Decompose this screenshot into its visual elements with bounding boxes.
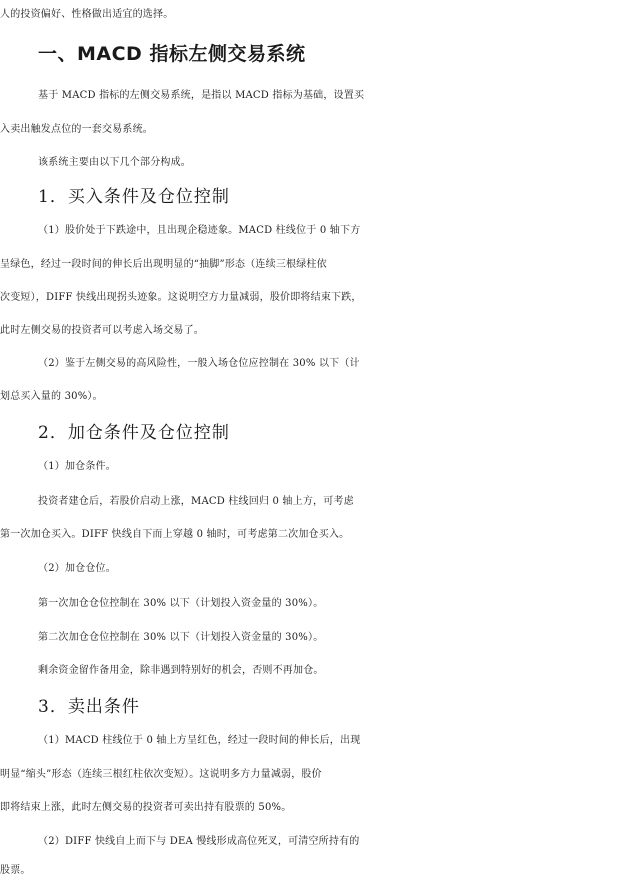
- text-line: 明显“缩头”形态（连续三根红柱依次变短）。这说明多方力量减弱，股价: [0, 769, 322, 780]
- text-line: （1）股价处于下跌途中，且出现企稳迹象。MACD 柱线位于 0 轴下方: [38, 225, 361, 236]
- text-line: 次变短），DIFF 快线出现拐头迹象。这说明空方力量减弱，股价即将结束下跌，: [0, 292, 362, 303]
- text-line: 即将结束上涨，此时左侧交易的投资者可卖出持有股票的 50%。: [0, 802, 292, 813]
- text-line: （2）加仓仓位。: [38, 563, 116, 574]
- subsection-heading: 2．加仓条件及仓位控制: [38, 423, 230, 443]
- section-heading: 一、MACD 指标左侧交易系统: [38, 43, 306, 65]
- text-line: 此时左侧交易的投资者可以考虑入场交易了。: [0, 325, 204, 336]
- text-line: （2）DIFF 快线自上而下与 DEA 慢线形成高位死叉，可清空所持有的: [38, 836, 360, 847]
- text-line: 基于 MACD 指标的左侧交易系统，是指以 MACD 指标为基础，设置买: [38, 90, 365, 101]
- text-line: （1）加仓条件。: [38, 461, 116, 472]
- text-line: （1）MACD 柱线位于 0 轴上方呈红色，经过一段时间的伸长后，出现: [38, 735, 361, 746]
- text-line: 人的投资偏好、性格做出适宜的选择。: [0, 9, 174, 20]
- subsection-heading: 3．卖出条件: [38, 697, 140, 717]
- text-line: 第二次加仓仓位控制在 30% 以下（计划投入资金量的 30%）。: [38, 632, 324, 643]
- text-line: 入卖出触发点位的一套交易系统。: [0, 124, 153, 135]
- text-line: 呈绿色，经过一段时间的伸长后出现明显的“抽脚”形态（连续三根绿柱依: [0, 259, 327, 270]
- text-line: 第一次加仓买入。DIFF 快线自下而上穿越 0 轴时，可考虑第二次加仓买入。: [0, 529, 350, 540]
- text-line: 剩余资金留作备用金，除非遇到特别好的机会，否则不再加仓。: [38, 665, 324, 676]
- text-line: （2）鉴于左侧交易的高风险性，一般入场仓位应控制在 30% 以下（计: [38, 358, 360, 369]
- text-line: 该系统主要由以下几个部分构成。: [38, 157, 191, 168]
- text-line: 股票。: [0, 865, 31, 876]
- subsection-heading: 1．买入条件及仓位控制: [38, 187, 230, 207]
- text-line: 划总买入量的 30%）。: [0, 391, 103, 402]
- text-line: 第一次加仓仓位控制在 30% 以下（计划投入资金量的 30%）。: [38, 598, 324, 609]
- text-line: 投资者建仓后，若股价启动上涨，MACD 柱线回归 0 轴上方，可考虑: [38, 496, 354, 507]
